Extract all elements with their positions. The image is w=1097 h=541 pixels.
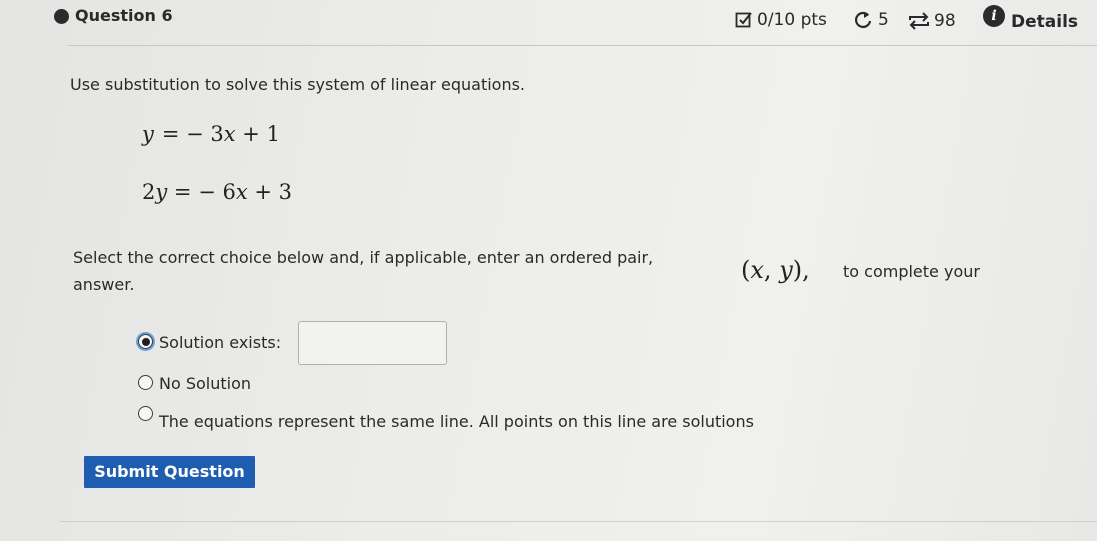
radio-solution-exists[interactable] (138, 334, 153, 349)
equation-1 (142, 122, 280, 146)
details-link[interactable]: Details (1011, 12, 1079, 32)
radio-no-solution[interactable] (138, 375, 153, 390)
attempts-count: 98 (934, 11, 956, 31)
equation-1-rhs-a: = − 3 (161, 122, 224, 146)
ordered-pair-input[interactable] (298, 321, 447, 365)
equation-2-var: x (235, 180, 248, 204)
equation-1-lhs: y (142, 122, 154, 146)
repeat-icon (906, 10, 932, 32)
footer-divider (60, 521, 1097, 522)
retries-indicator[interactable] (853, 10, 889, 30)
select-instructions: Select the correct choice below and, if applicable, enter an ordered pair, (73, 248, 654, 267)
score-indicator (735, 10, 827, 30)
retry-icon (853, 10, 873, 30)
attempts-indicator[interactable] (906, 10, 956, 32)
pair-y: y (779, 256, 793, 284)
pair-comma: , (763, 256, 780, 284)
equation-2 (142, 180, 292, 204)
option-same-line-label[interactable]: The equations represent the same line. All points on this line are solutions (159, 412, 754, 431)
retries-count: 5 (878, 10, 889, 30)
equation-2-lhs-var: y (155, 180, 168, 204)
instructions-text: Use substitution to solve this system of linear equations. (70, 75, 526, 94)
question-title: Question 6 (75, 6, 173, 25)
submit-question-button[interactable]: Submit Question (84, 456, 255, 488)
score-text: 0/10 pts (757, 10, 827, 30)
equation-2-coef: 2 (142, 180, 156, 204)
option-no-solution-label[interactable]: No Solution (159, 374, 252, 393)
checkbox-edit-icon (735, 11, 753, 29)
equation-1-rhs-b: + 1 (235, 122, 280, 146)
header-divider (68, 45, 1097, 46)
pair-x: x (750, 256, 764, 284)
option-solution-exists-label[interactable]: Solution exists: (159, 333, 282, 352)
equation-1-var: x (223, 122, 236, 146)
equation-2-rhs-b: + 3 (247, 180, 292, 204)
pair-close: ), (792, 256, 810, 284)
equation-2-rhs-a: = − 6 (167, 180, 236, 204)
question-status-dot (54, 9, 69, 24)
pair-open: ( (741, 256, 751, 284)
radio-same-line[interactable] (138, 406, 153, 421)
info-icon[interactable]: i (983, 5, 1005, 27)
select-instructions-suffix: to complete your (843, 262, 980, 281)
question-header (0, 0, 1097, 44)
select-instructions-end: answer. (73, 275, 135, 294)
ordered-pair-notation (741, 256, 810, 284)
